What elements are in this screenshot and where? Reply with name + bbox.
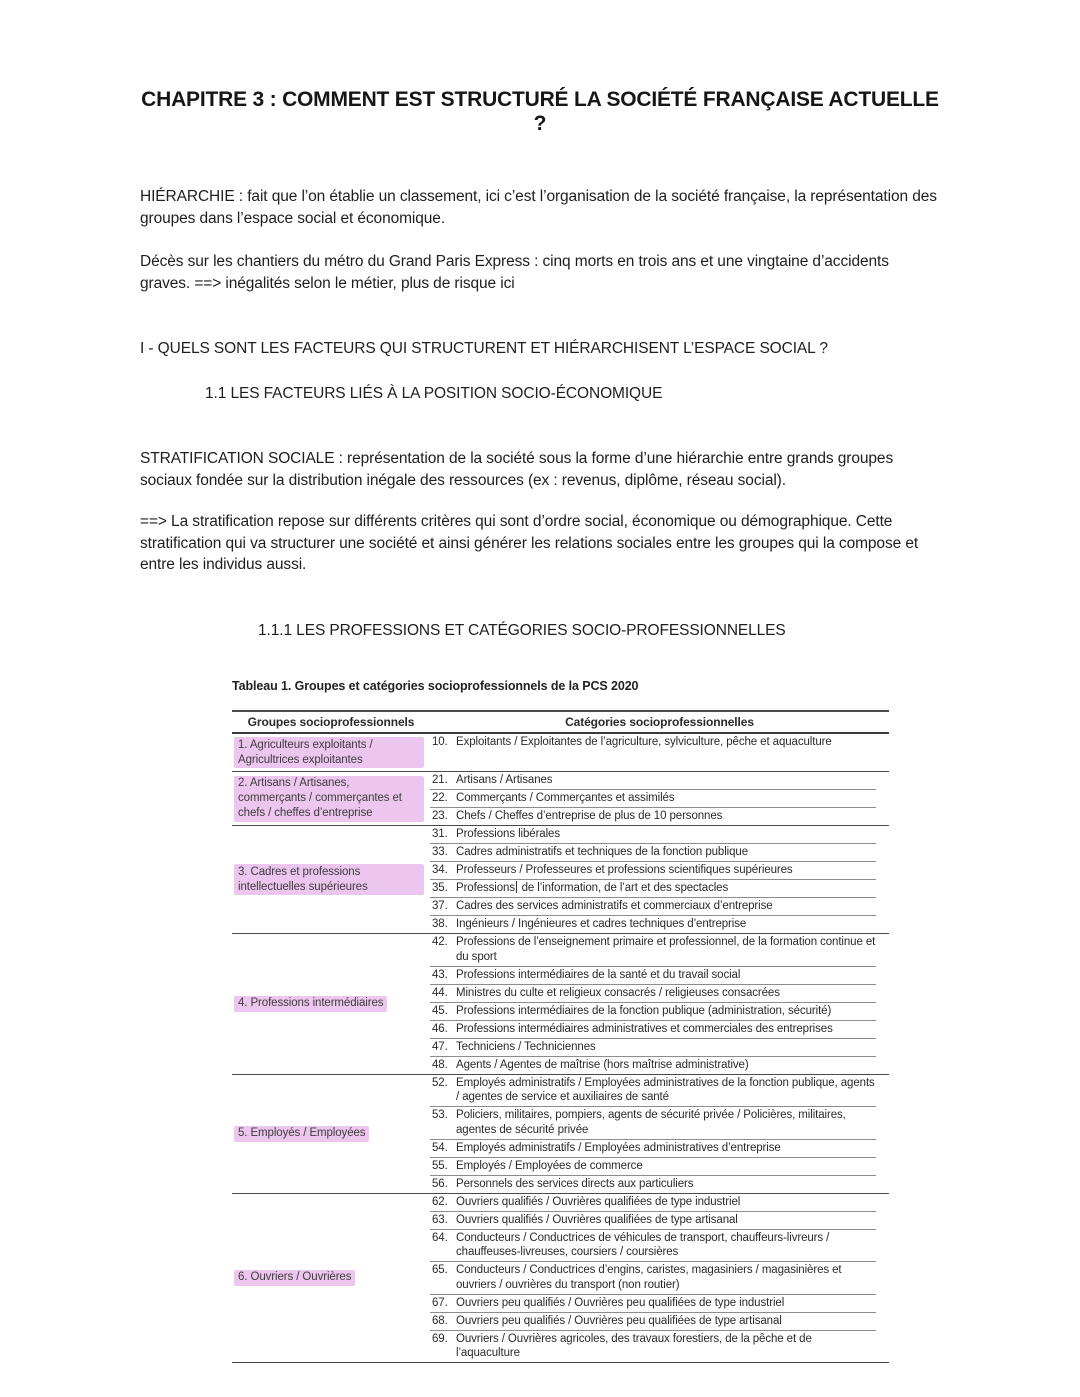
categories-cell (430, 1075, 889, 1193)
pcs-table (232, 710, 889, 1363)
category-number: 69. (432, 1332, 448, 1345)
group-label-highlight: 2. Artisans / Artisanes, commerçants / commerçantes et chefs / cheffes d’entreprise (234, 776, 424, 822)
group-cell (232, 772, 430, 825)
category-text: Professions de l’information, de l’art et des spectacles (456, 882, 729, 894)
category-text: Cadres administratifs et techniques de la fonction publique (456, 846, 748, 858)
category-number: 31. (432, 828, 448, 840)
category-row (430, 1157, 876, 1175)
category-text: Conducteurs / Conductrices d’engins, caristes, magasiniers / magasinières et ouvriers / ouvrières du transport (non routier) (456, 1264, 842, 1291)
category-number: 23. (432, 810, 448, 822)
category-row (430, 772, 876, 789)
category-text: Ouvriers peu qualifiés / Ouvrières peu qualifiées de type artisanal (456, 1314, 782, 1327)
category-text: Ministres du culte et religieux consacrés / religieuses consacrées (456, 986, 780, 999)
group-cell (232, 734, 430, 771)
category-text: Conducteurs / Conductrices de véhicules de transport, chauffeurs-livreurs / chauffeuses-livreuses, coursiers / coursières (456, 1231, 830, 1258)
category-number: 48. (432, 1058, 448, 1071)
category-text: Professions intermédiaires de la fonction publique (administration, sécurité) (456, 1004, 832, 1017)
category-row (430, 861, 876, 879)
category-row (430, 1175, 876, 1193)
category-number: 63. (432, 1213, 448, 1226)
category-row (430, 843, 876, 861)
category-row (430, 1294, 876, 1312)
category-row (430, 734, 876, 751)
category-number: 44. (432, 986, 448, 999)
category-row (430, 1139, 876, 1157)
category-text: Ouvriers qualifiés / Ouvrières qualifiées de type industriel (456, 1195, 741, 1208)
category-text: Exploitants / Exploitantes de l’agriculture, sylviculture, pêche et aquaculture (456, 736, 832, 748)
category-text: Cadres des services administratifs et commerciaux d’entreprise (456, 900, 773, 912)
table-header-row (232, 712, 889, 734)
category-row (430, 1106, 876, 1139)
category-number: 42. (432, 936, 448, 948)
category-number: 67. (432, 1296, 448, 1309)
group-cell (232, 826, 430, 933)
category-row (430, 1312, 876, 1330)
category-number: 22. (432, 792, 448, 804)
category-number: 45. (432, 1004, 448, 1017)
table-group-row (232, 933, 889, 1074)
category-row (430, 1038, 876, 1056)
category-row (430, 966, 876, 984)
category-row (430, 1056, 876, 1074)
category-number: 46. (432, 1022, 448, 1035)
group-cell (232, 1194, 430, 1363)
paragraph-stratification: STRATIFICATION SOCIALE : représentation de la société sous la forme d’une hiérarchie entre grands groupes sociaux fondée sur la distribution inégale des ressources (ex : revenus, diplôme, réseau social). (140, 450, 894, 489)
category-text: Commerçants / Commerçantes et assimilés (456, 792, 675, 804)
text-cursor-icon (516, 881, 518, 893)
categories-cell (430, 1194, 889, 1363)
group-label-highlight: 5. Employés / Employées (234, 1126, 369, 1142)
heading-1-1-1: 1.1.1 LES PROFESSIONS ET CATÉGORIES SOCIO-PROFESSIONNELLES (258, 621, 786, 639)
category-number: 34. (432, 864, 448, 876)
paragraph-stratification-2: ==> La stratification repose sur différents critères qui sont d’ordre social, économique ou démographique. Cette stratification qui va structurer une société et ainsi générer les relations sociales entre les groupes qui la compose et entre les individus aussi. (140, 513, 919, 573)
category-number: 10. (432, 736, 448, 748)
category-row (430, 1020, 876, 1038)
category-row (430, 1229, 876, 1262)
group-label-highlight: 3. Cadres et professions intellectuelles supérieures (234, 864, 424, 895)
table-group-row (232, 825, 889, 933)
category-text: Employés administratifs / Employées administratives de la fonction publique, agents / agentes de service et auxiliaires de santé (456, 1076, 875, 1103)
category-row (430, 1002, 876, 1020)
category-number: 52. (432, 1076, 448, 1089)
heading-section-1: I - QUELS SONT LES FACTEURS QUI STRUCTURENT ET HIÉRARCHISENT L’ESPACE SOCIAL ? (140, 340, 828, 357)
category-row (430, 984, 876, 1002)
category-text: Chefs / Cheffes d’entreprise de plus de 10 personnes (456, 810, 723, 822)
category-row (430, 1330, 876, 1363)
category-number: 62. (432, 1195, 448, 1208)
paragraph-deces: Décès sur les chantiers du métro du Grand Paris Express : cinq morts en trois ans et une vingtaine d’accidents graves. ==> inégalités selon le métier, plus de risque ici (140, 253, 889, 292)
heading-1-1: 1.1 LES FACTEURS LIÉS À LA POSITION SOCIO-ÉCONOMIQUE (205, 384, 663, 402)
category-row (430, 879, 876, 897)
category-row (430, 897, 876, 915)
category-row (430, 1211, 876, 1229)
category-text: Employés administratifs / Employées administratives d’entreprise (456, 1141, 781, 1154)
category-row (430, 1194, 876, 1211)
category-text: Ouvriers qualifiés / Ouvrières qualifiées de type artisanal (456, 1213, 738, 1226)
table-header-groupes: Groupes socioprofessionnels (247, 715, 415, 729)
category-number: 64. (432, 1231, 448, 1244)
category-text: Professions de l’enseignement primaire et professionnel, de la formation continue et du sport (456, 936, 876, 963)
category-row (430, 915, 876, 933)
category-number: 33. (432, 846, 448, 858)
category-number: 53. (432, 1109, 448, 1121)
category-row (430, 1261, 876, 1294)
category-text: Professions intermédiaires administratives et commerciales des entreprises (456, 1022, 833, 1035)
paragraph-hierarchie: HIÉRARCHIE : fait que l’on établie un classement, ici c’est l’organisation de la société française, la représentation des groupes dans l’espace social et économique. (140, 188, 937, 227)
category-row (430, 789, 876, 807)
category-text: Ouvriers / Ouvrières agricoles, des travaux forestiers, de la pêche et de l’aquaculture (456, 1332, 812, 1359)
category-row (430, 1075, 876, 1107)
group-label-highlight: 6. Ouvriers / Ouvrières (234, 1270, 355, 1286)
group-cell (232, 1075, 430, 1193)
category-row (430, 934, 876, 966)
categories-cell (430, 734, 889, 771)
table-group-row (232, 1193, 889, 1363)
category-text: Policiers, militaires, pompiers, agents de sécurité privée / Policières, militaires, agentes de sécurité privée (456, 1109, 846, 1136)
category-number: 68. (432, 1314, 448, 1327)
category-number: 47. (432, 1040, 448, 1053)
categories-cell (430, 826, 889, 933)
group-label-highlight: 4. Professions intermédiaires (234, 996, 387, 1012)
category-text: Techniciens / Techniciennes (456, 1040, 596, 1053)
category-row (430, 807, 876, 825)
category-text: Ingénieurs / Ingénieures et cadres techniques d’entreprise (456, 918, 747, 930)
category-text: Ouvriers peu qualifiés / Ouvrières peu qualifiées de type industriel (456, 1296, 785, 1309)
table-caption: Tableau 1. Groupes et catégories socioprofessionnels de la PCS 2020 (232, 679, 639, 693)
category-text: Professeurs / Professeures et professions scientifiques supérieures (456, 864, 793, 876)
category-text: Personnels des services directs aux particuliers (456, 1177, 694, 1190)
group-label-highlight: 1. Agriculteurs exploitants / Agricultrices exploitantes (234, 737, 424, 768)
table-body (232, 734, 889, 1362)
category-number: 54. (432, 1141, 448, 1154)
category-number: 43. (432, 968, 448, 981)
category-number: 37. (432, 900, 448, 912)
category-text: Professions libérales (456, 828, 561, 840)
table-group-row (232, 771, 889, 825)
category-number: 65. (432, 1264, 448, 1276)
categories-cell (430, 934, 889, 1074)
category-text: Employés / Employées de commerce (456, 1159, 643, 1172)
category-number: 56. (432, 1177, 448, 1190)
category-number: 38. (432, 918, 448, 930)
table-group-row (232, 1074, 889, 1193)
category-number: 21. (432, 774, 448, 786)
categories-cell (430, 772, 889, 825)
table-header-categories: Catégories socioprofessionnelles (565, 715, 754, 729)
group-cell (232, 934, 430, 1074)
category-text: Artisans / Artisanes (456, 774, 553, 786)
category-text: Professions intermédiaires de la santé et du travail social (456, 968, 741, 981)
page-title: CHAPITRE 3 : COMMENT EST STRUCTURÉ LA SOCIÉTÉ FRANÇAISE ACTUELLE ? (141, 88, 939, 135)
category-number: 55. (432, 1159, 448, 1172)
category-row (430, 826, 876, 843)
category-number: 35. (432, 882, 448, 894)
category-text: Agents / Agentes de maîtrise (hors maîtrise administrative) (456, 1058, 749, 1071)
table-group-row (232, 734, 889, 771)
